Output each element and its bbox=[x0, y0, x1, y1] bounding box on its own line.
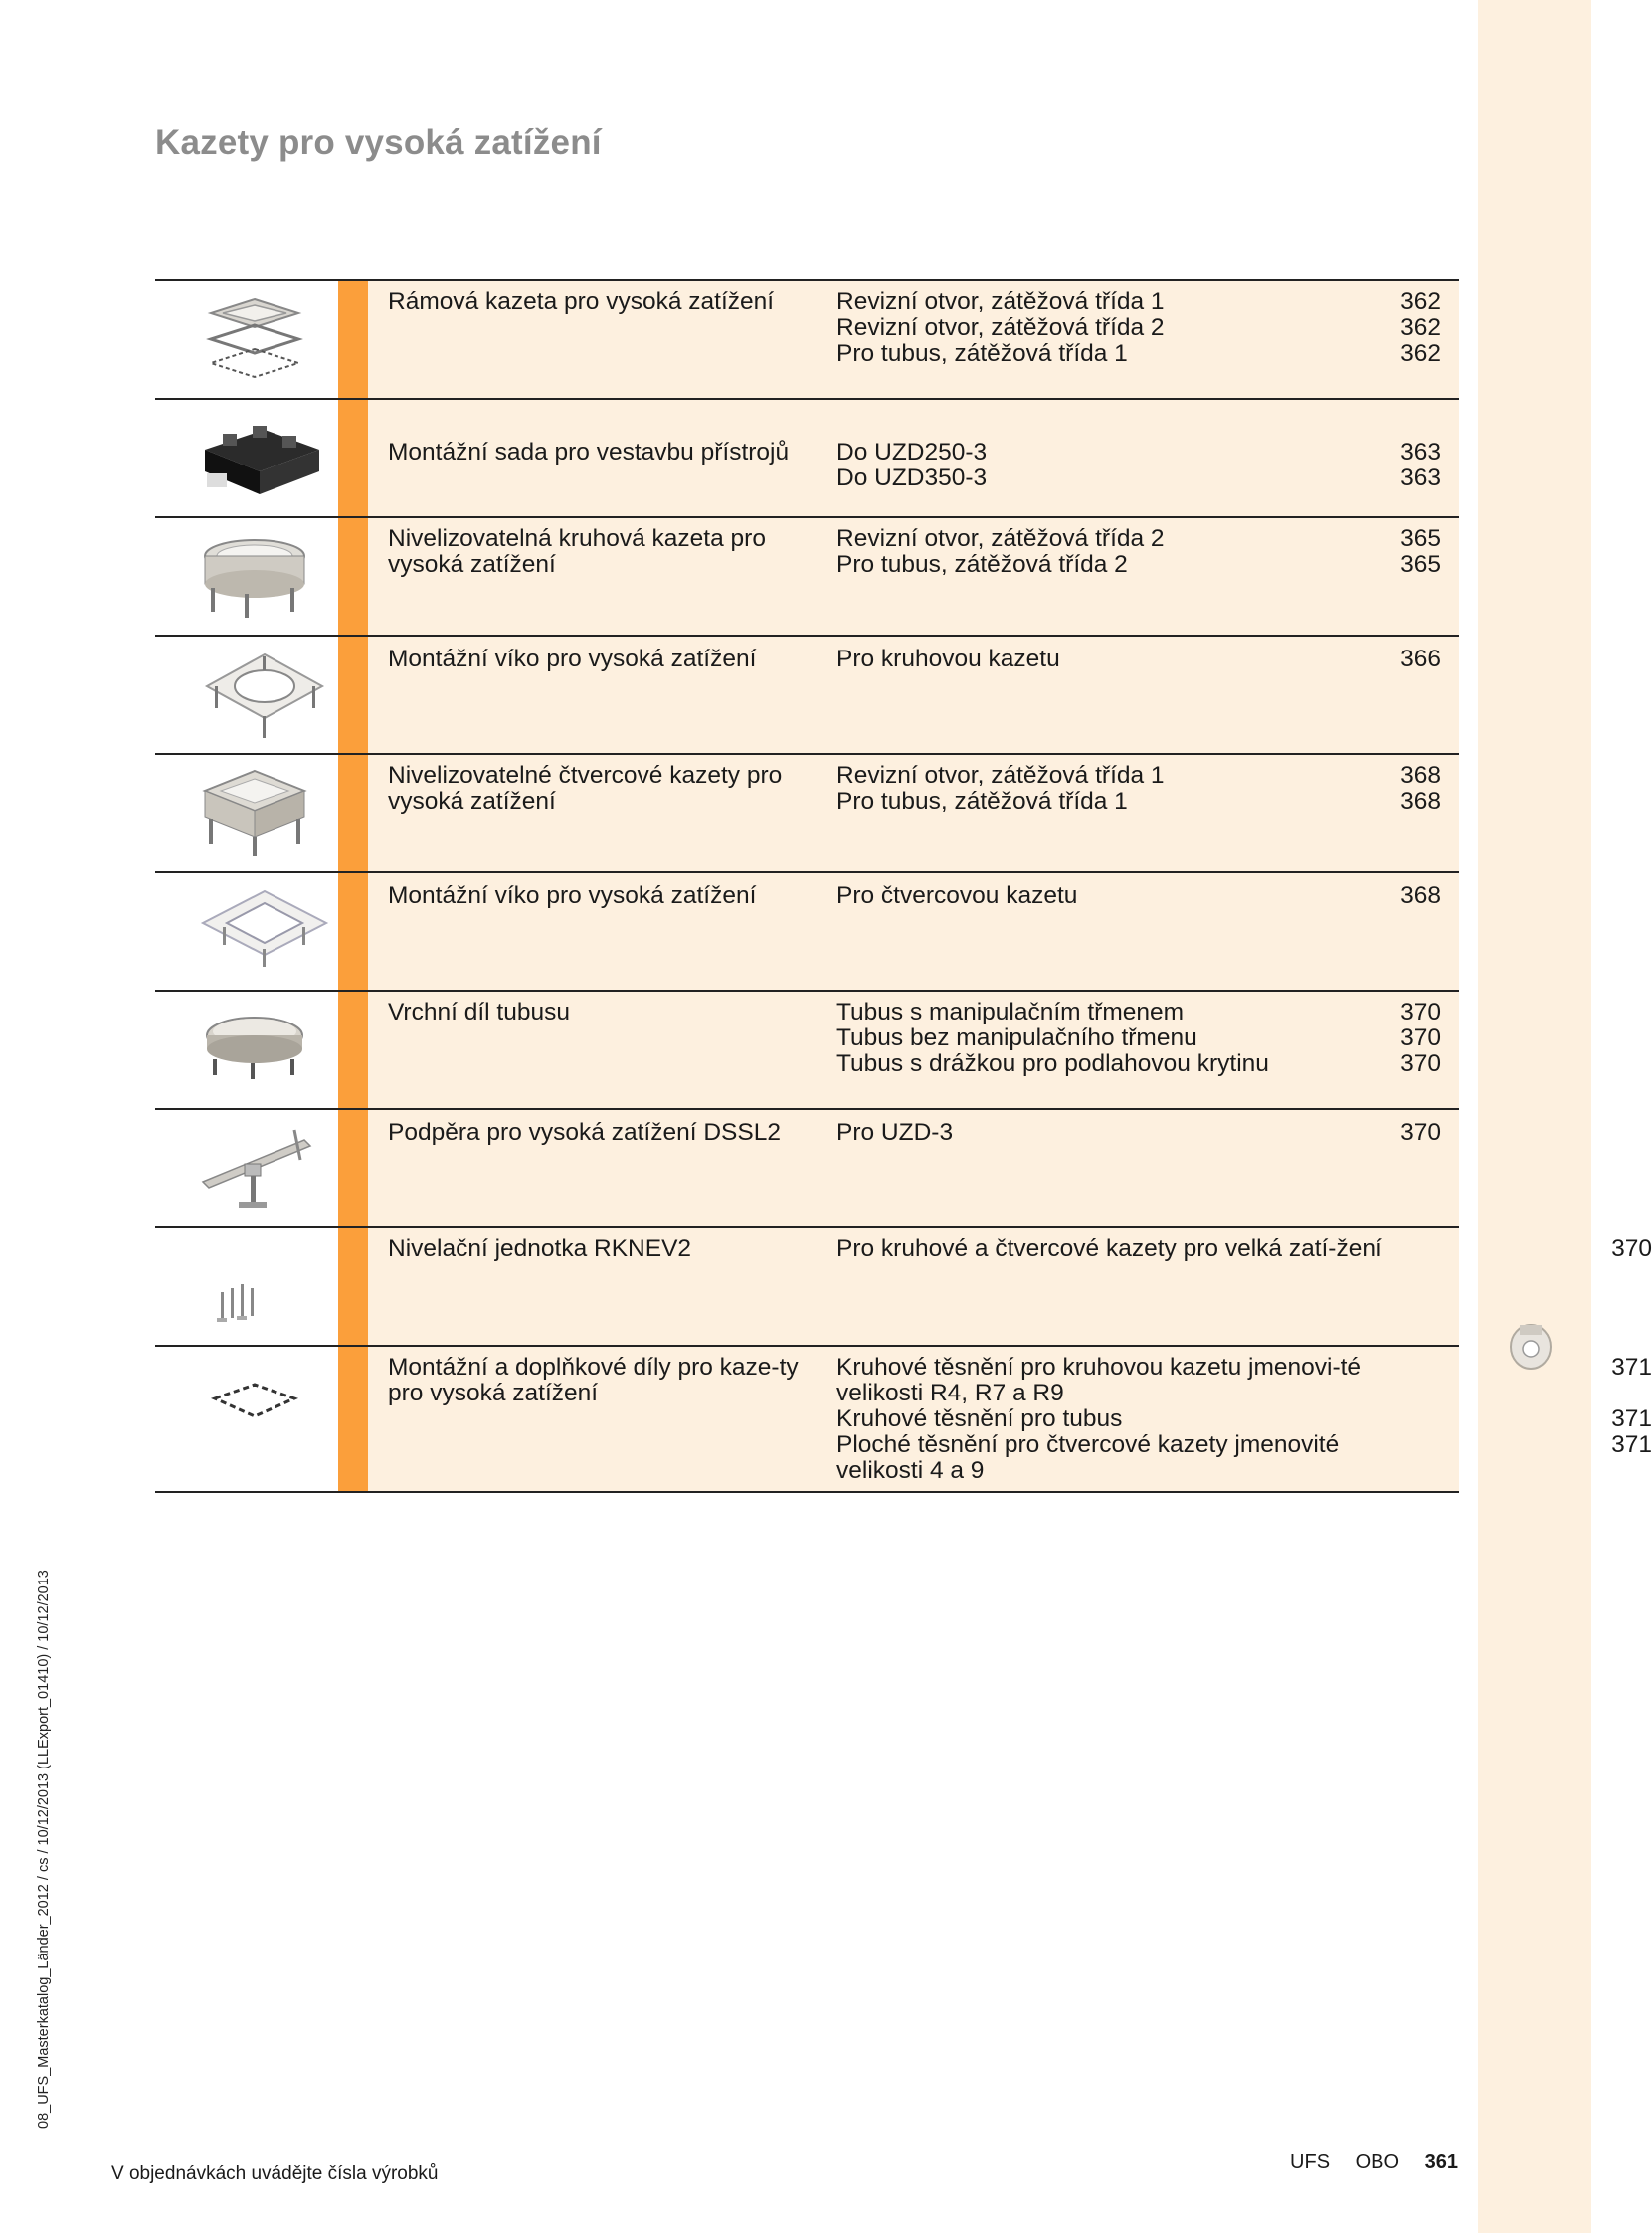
document-code: 08_UFS_Masterkatalog_Länder_2012 / cs / 10/12/2013 (LLExport_01410) / 10/12/2013 bbox=[36, 1570, 52, 2129]
variant-list bbox=[836, 647, 1459, 672]
page-ref: 371 bbox=[1611, 1431, 1652, 1458]
mounting-set-icon bbox=[195, 410, 324, 504]
variant-item bbox=[836, 465, 1459, 491]
variant-item bbox=[836, 552, 1459, 578]
page-ref: 362 bbox=[1400, 314, 1441, 341]
variant-text: Kruhové těsnění pro kruhovou kazetu jmenovi-té velikosti R4, R7 a R9 bbox=[836, 1354, 1362, 1406]
variant-item bbox=[836, 289, 1459, 315]
variant-text: Tubus bez manipulačního třmenu bbox=[836, 1024, 1197, 1051]
product-name: Vrchní díl tubusu bbox=[388, 999, 570, 1025]
product-name: Rámová kazeta pro vysoká zatížení bbox=[388, 288, 775, 315]
row-content bbox=[368, 1347, 1652, 1491]
variant-text: Pro tubus, zátěžová třída 1 bbox=[836, 340, 1128, 367]
product-name: Montážní sada pro vestavbu přístrojů bbox=[388, 439, 790, 465]
accent-bar bbox=[338, 637, 368, 753]
row-content bbox=[368, 518, 1459, 635]
page-ref: 370 bbox=[1400, 1050, 1441, 1077]
product-image bbox=[155, 1228, 338, 1345]
accent-bar bbox=[338, 873, 368, 990]
product-image bbox=[155, 755, 338, 871]
accent-bar bbox=[338, 1347, 368, 1491]
variant-item bbox=[836, 789, 1459, 815]
page-ref: 368 bbox=[1400, 788, 1441, 815]
variant-item bbox=[836, 440, 1459, 465]
variant-list bbox=[836, 883, 1459, 909]
variant-list bbox=[836, 1120, 1459, 1146]
page-ref: 370 bbox=[1611, 1235, 1652, 1262]
page-ref: 370 bbox=[1400, 999, 1441, 1025]
page-ref: 370 bbox=[1400, 1119, 1441, 1146]
variant-item bbox=[836, 1235, 1652, 1262]
row-content bbox=[368, 755, 1459, 871]
row-content bbox=[368, 873, 1459, 990]
variant-text: Revizní otvor, zátěžová třída 1 bbox=[836, 288, 1165, 315]
page-ref: 363 bbox=[1400, 465, 1441, 491]
table-row bbox=[155, 1110, 1459, 1228]
section-side-strip bbox=[1478, 0, 1591, 2233]
accent-bar bbox=[338, 1228, 368, 1345]
table-row bbox=[155, 992, 1459, 1110]
footer-info bbox=[1270, 2151, 1458, 2174]
page-number: 361 bbox=[1424, 2151, 1458, 2173]
page-title: Kazety pro vysoká zatížení bbox=[155, 123, 602, 162]
variant-item bbox=[836, 1431, 1652, 1484]
gasket-icon bbox=[195, 1357, 314, 1451]
variant-item bbox=[836, 526, 1459, 552]
table-row bbox=[155, 637, 1459, 755]
page-ref: 365 bbox=[1400, 525, 1441, 552]
footer-section: UFS bbox=[1290, 2151, 1331, 2173]
page-ref: 362 bbox=[1400, 288, 1441, 315]
page-ref: 371 bbox=[1611, 1354, 1652, 1381]
row-content bbox=[368, 1110, 1459, 1226]
product-image bbox=[155, 281, 338, 398]
product-name: Montážní víko pro vysoká zatížení bbox=[388, 882, 757, 909]
table-row bbox=[155, 518, 1459, 637]
table-row bbox=[155, 755, 1459, 873]
variant-text: Kruhové těsnění pro tubus bbox=[836, 1405, 1123, 1432]
variant-text: Revizní otvor, zátěžová třída 1 bbox=[836, 762, 1165, 789]
table-row bbox=[155, 873, 1459, 992]
variant-item bbox=[836, 1000, 1459, 1025]
product-name: Montážní víko pro vysoká zatížení bbox=[388, 646, 757, 672]
product-image bbox=[155, 637, 338, 753]
product-image bbox=[155, 992, 338, 1108]
variant-text: Ploché těsnění pro čtvercové kazety jmenovité velikosti 4 a 9 bbox=[836, 1431, 1340, 1484]
accent-bar bbox=[338, 518, 368, 635]
variant-item bbox=[836, 883, 1459, 909]
accent-bar bbox=[338, 755, 368, 871]
variant-text: Tubus s manipulačním třmenem bbox=[836, 999, 1185, 1025]
variant-text: Pro UZD-3 bbox=[836, 1119, 954, 1146]
variant-list bbox=[836, 763, 1459, 815]
table-row bbox=[155, 1228, 1652, 1347]
table-row bbox=[155, 400, 1459, 518]
page-ref: 362 bbox=[1400, 340, 1441, 367]
product-name: Montážní a doplňkové díly pro kaze-ty pro vysoká zatížení bbox=[388, 1354, 799, 1406]
row-content bbox=[368, 400, 1459, 516]
product-image bbox=[155, 1110, 338, 1226]
page-ref: 368 bbox=[1400, 762, 1441, 789]
product-image bbox=[155, 873, 338, 990]
row-content bbox=[368, 281, 1459, 398]
mounting-lid-round-icon bbox=[195, 647, 334, 741]
product-image bbox=[155, 518, 338, 635]
product-name: Nivelační jednotka RKNEV2 bbox=[388, 1235, 692, 1262]
tube-top-icon bbox=[195, 1002, 314, 1096]
variant-list bbox=[836, 1235, 1652, 1262]
variant-text: Pro kruhovou kazetu bbox=[836, 646, 1060, 672]
variant-list bbox=[836, 289, 1459, 367]
product-name: Nivelizovatelné čtvercové kazety pro vysoká zatížení bbox=[388, 762, 783, 815]
page-ref: 371 bbox=[1611, 1405, 1652, 1432]
page-ref: 365 bbox=[1400, 551, 1441, 578]
variant-item bbox=[836, 763, 1459, 789]
variant-list bbox=[836, 1354, 1652, 1484]
variant-text: Revizní otvor, zátěžová třída 2 bbox=[836, 314, 1165, 341]
variant-item bbox=[836, 1405, 1652, 1432]
product-image bbox=[155, 1347, 338, 1491]
mounting-lid-square-icon bbox=[195, 883, 334, 978]
row-content bbox=[368, 637, 1459, 753]
table-row bbox=[155, 1347, 1652, 1493]
variant-item bbox=[836, 341, 1459, 367]
accent-bar bbox=[338, 281, 368, 398]
product-image bbox=[155, 400, 338, 516]
variant-item bbox=[836, 1354, 1652, 1406]
row-content bbox=[368, 1228, 1652, 1345]
variant-list bbox=[836, 1000, 1459, 1077]
round-cassette-icon bbox=[195, 528, 314, 623]
variant-text: Pro tubus, zátěžová třída 2 bbox=[836, 551, 1128, 578]
variant-text: Do UZD350-3 bbox=[836, 465, 988, 491]
variant-item bbox=[836, 1051, 1459, 1077]
leveling-unit-icon bbox=[195, 1238, 314, 1333]
variant-item bbox=[836, 315, 1459, 341]
page-ref: 370 bbox=[1400, 1024, 1441, 1051]
accent-bar bbox=[338, 400, 368, 516]
page-ref: 368 bbox=[1400, 882, 1441, 909]
variant-item bbox=[836, 1025, 1459, 1051]
page-ref: 363 bbox=[1400, 439, 1441, 465]
page-ref: 366 bbox=[1400, 646, 1441, 672]
accent-bar bbox=[338, 1110, 368, 1226]
variant-text: Do UZD250-3 bbox=[836, 439, 988, 465]
section-thumbnail-icon bbox=[1504, 1315, 1558, 1373]
variant-text: Tubus s drážkou pro podlahovou krytinu bbox=[836, 1050, 1269, 1077]
variant-text: Revizní otvor, zátěžová třída 2 bbox=[836, 525, 1165, 552]
frame-cassette-icon bbox=[195, 291, 314, 386]
product-table bbox=[155, 279, 1652, 1493]
product-name: Podpěra pro vysoká zatížení DSSL2 bbox=[388, 1119, 781, 1146]
variant-list bbox=[836, 440, 1459, 491]
variant-item bbox=[836, 647, 1459, 672]
support-bracket-icon bbox=[195, 1120, 314, 1214]
variant-list bbox=[836, 526, 1459, 578]
variant-text: Pro čtvercovou kazetu bbox=[836, 882, 1078, 909]
product-name: Nivelizovatelná kruhová kazeta pro vysoká zatížení bbox=[388, 525, 766, 578]
square-cassette-icon bbox=[195, 765, 314, 859]
footer-brand: OBO bbox=[1355, 2151, 1400, 2173]
variant-item bbox=[836, 1120, 1459, 1146]
accent-bar bbox=[338, 992, 368, 1108]
variant-text: Pro kruhové a čtvercové kazety pro velká zatí-žení bbox=[836, 1235, 1382, 1262]
row-content bbox=[368, 992, 1459, 1108]
table-row bbox=[155, 281, 1459, 400]
variant-text: Pro tubus, zátěžová třída 1 bbox=[836, 788, 1128, 815]
footer-note: V objednávkách uvádějte čísla výrobků bbox=[111, 2163, 439, 2184]
